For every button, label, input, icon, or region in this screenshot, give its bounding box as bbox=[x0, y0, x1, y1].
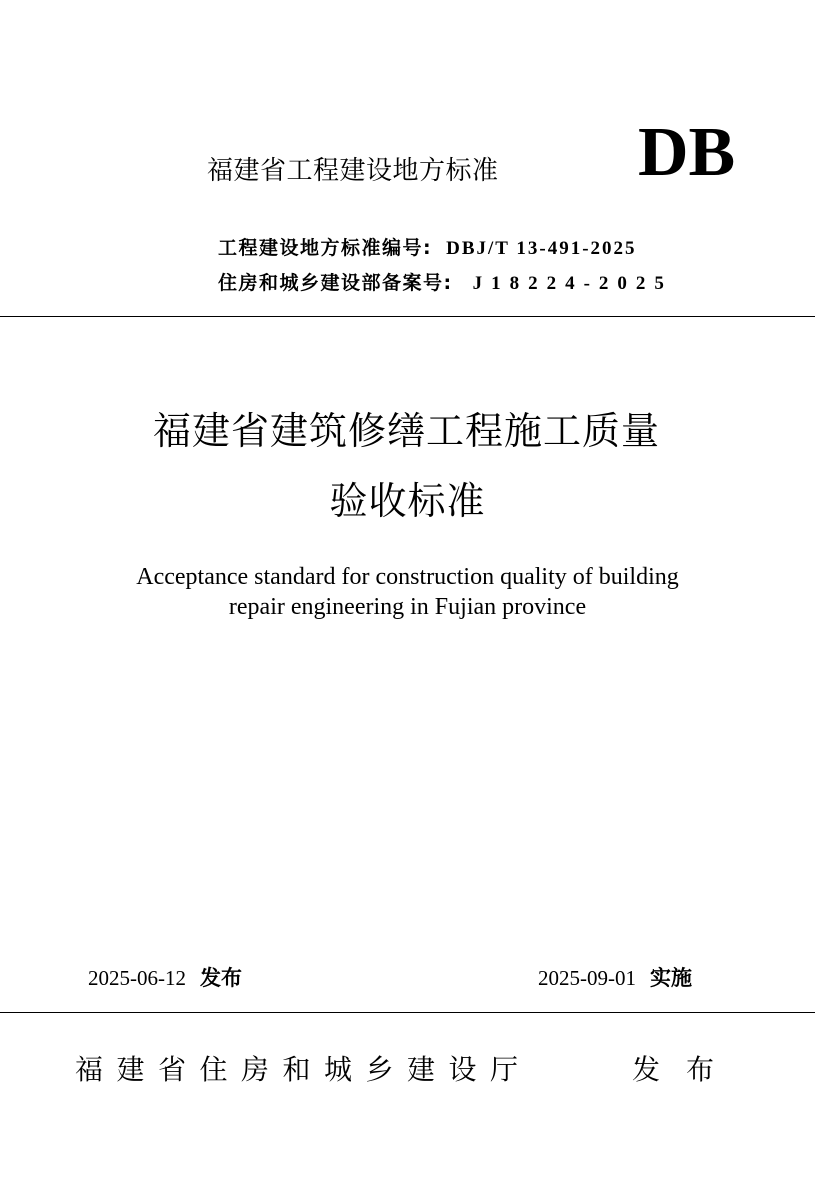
standard-type: 福建省工程建设地方标准 bbox=[207, 156, 499, 186]
title-english-line-1: Acceptance standard for construction quality of building bbox=[136, 564, 679, 590]
issue-label: 发布 bbox=[200, 966, 242, 990]
issue-date: 2025-06-12 bbox=[88, 966, 186, 990]
issue-date-row bbox=[88, 962, 242, 992]
bottom-divider bbox=[0, 1012, 815, 1013]
record-number-label: 住房和城乡建设部备案号: bbox=[218, 272, 453, 294]
local-standard-number-value: DBJ/T 13-491-2025 bbox=[446, 238, 637, 259]
title-chinese-line-2: 验收标准 bbox=[329, 479, 486, 523]
publisher-name: 福建省住房和城乡建设厅 bbox=[75, 1053, 532, 1086]
local-standard-number-label: 工程建设地方标准编号: bbox=[218, 237, 433, 259]
effective-date: 2025-09-01 bbox=[538, 966, 636, 990]
record-number-row bbox=[218, 268, 673, 295]
local-standard-number-row bbox=[218, 233, 637, 260]
record-number-value: J18224-2025 bbox=[472, 273, 673, 294]
title-english-line-2: repair engineering in Fujian province bbox=[228, 594, 587, 620]
publish-action: 发布 bbox=[632, 1053, 741, 1086]
effective-label: 实施 bbox=[650, 966, 692, 990]
effective-date-row bbox=[538, 962, 692, 992]
standard-code-db: DB bbox=[638, 114, 736, 191]
title-chinese-line-1: 福建省建筑修缮工程施工质量 bbox=[152, 409, 660, 453]
top-divider bbox=[0, 316, 815, 317]
